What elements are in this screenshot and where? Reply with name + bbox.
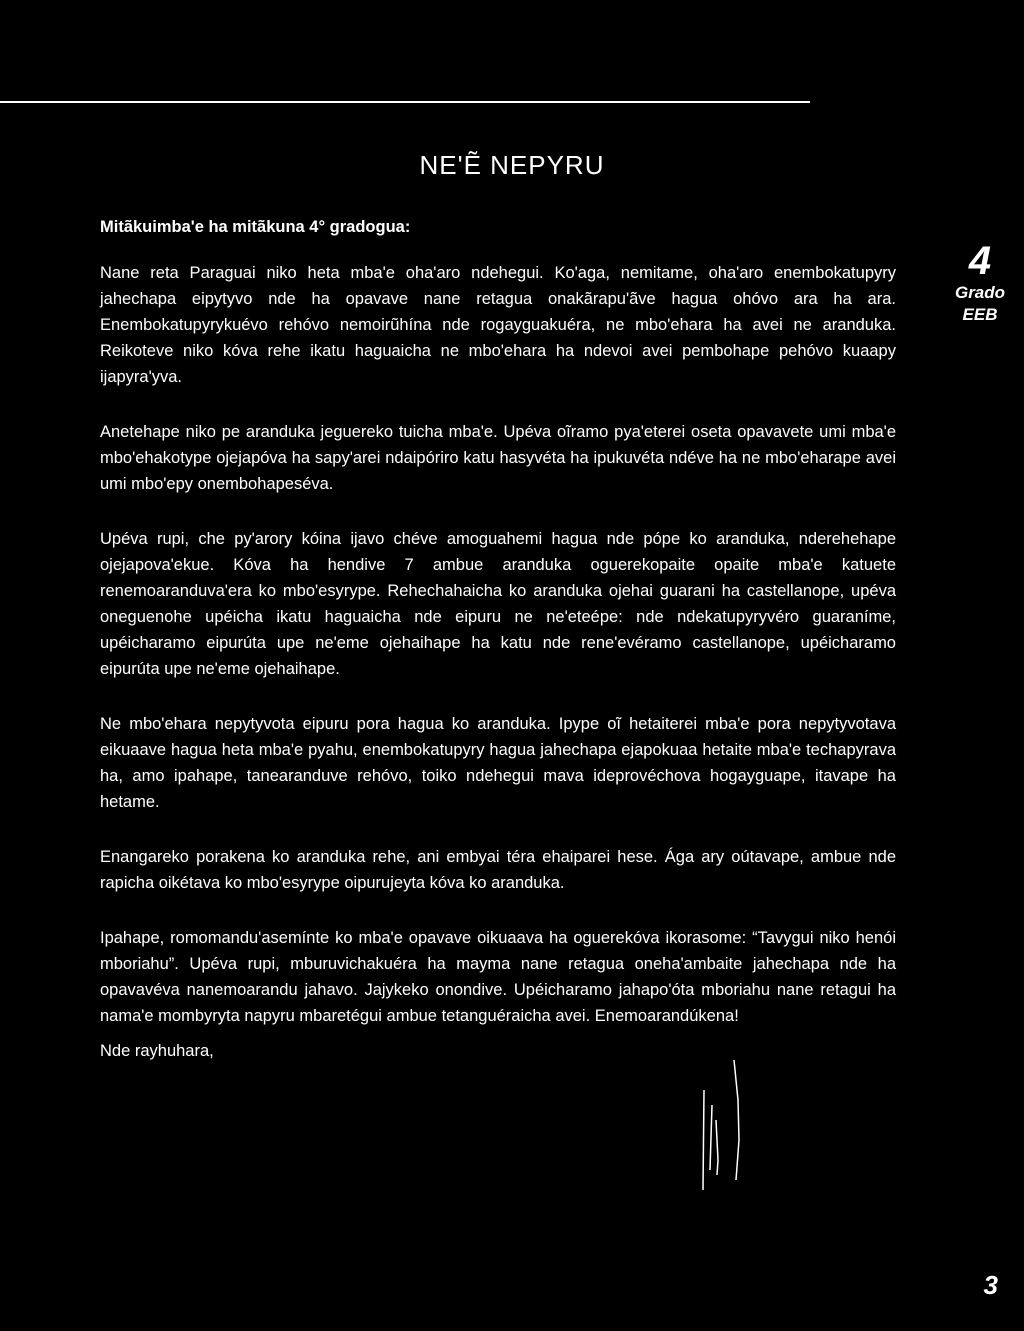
letter-greeting: Mitãkuimba'e ha mitãkuna 4° gradogua: <box>100 218 411 236</box>
grade-label: Grado <box>954 283 1006 302</box>
grade-tag <box>944 240 1016 326</box>
grade-number: 4 <box>968 239 992 283</box>
letter-paragraph: Anetehape niko pe aranduka jeguereko tuicha mba'e. Upéva oĩramo pya'eterei oseta opavavete umi mba'e mbo'ehakotype ojejapóva ha sapy'arei ndaipóriro katu hasyvéta ha ipukuvéta ndéve ha ne mbo'eharape avei umi mbo'epy onembohapeséva. <box>100 423 896 493</box>
signature <box>690 1060 760 1190</box>
page-title: NE'Ẽ NEPYRU <box>419 150 605 180</box>
letter-paragraph: Enangareko porakena ko aranduka rehe, ani embyai téra ehaiparei hese. Ága ary oútavape, ambue nde rapicha oikétava ko mbo'esyrype oipurujeyta kóva ko aranduka. <box>100 848 896 892</box>
page-number: 3 <box>983 1270 998 1300</box>
letter-body <box>100 260 896 1058</box>
letter-paragraph: Ipahape, romomandu'asemínte ko mba'e opavave oikuaava ha oguerekóva ikorasome: “Tavygui niko henói mboriahu”. Upéva rupi, mburuvichakuéra ha mayma nane retagua oneha'ambaite jahechapa nde ha opavavéva nanemoarandu jahavo. Jajykeko onondive. Upéicharamo jahapo'óta mboriahu nane retagui ha nama'e mombyryta napyru mbaretégui ambue tetanguéraicha avei. Enemoarandúkena! <box>100 929 896 1025</box>
letter-paragraph: Ne mbo'ehara nepytyvota eipuru pora hagua ko aranduka. Ipype oĩ hetaiterei mba'e pora nepytyvotava eikuaave hagua heta mba'e pyahu, enembokatupyry hagua jahechapa ejapokuaa hetaite mba'e techapyrava ha, amo ipahape, tanearanduve rehóvo, toiko ndehegui mava ideprovéchova hogayguape, itavape ha hetame. <box>100 715 896 811</box>
letter-paragraph: Nane reta Paraguai niko heta mba'e oha'aro ndehegui. Ko'aga, nemitame, oha'aro enembokatupyry jahechapa eipytyvo nde ha opavave nane retagua onakãrapu'ãve hagua ohóvo ara ha ara. Enembokatupyrykuévo rehóvo nemoirũhína nde rogayguakuéra, ne mbo'ehara ha avei ne aranduka. Reikoteve niko kóva rehe ikatu haguaicha ne mbo'ehara ha ndevoi avei pembohape pehóvo kuaapy ijapyra'yva. <box>100 264 896 386</box>
letter-signoff: Nde rayhuhara, <box>100 1042 214 1060</box>
letter-paragraph: Upéva rupi, che py'arory kóina ijavo chéve amoguahemi hagua nde pópe ko aranduka, nderehehape ojejapova'ekue. Kóva ha hendive 7 ambue aranduka oguerekopaite opaite mba'e katuete renemoaranduva'era ko mbo'esyrype. Rehechahaicha ko aranduka ojehai guarani ha castellanope, upéva oneguenohe upéicha ikatu haguaicha nde eipuru ne ne'eteépe: nde ndekatupyryvéro guaraníme, upéicharamo eipurúta upe ne'eme ojehaihape ha katu nde rene'evéramo castellanope, upéicharamo eipurúta upe ne'eme ojehaihape. <box>100 530 896 678</box>
grade-level: EEB <box>962 305 998 324</box>
top-rule <box>0 101 810 103</box>
